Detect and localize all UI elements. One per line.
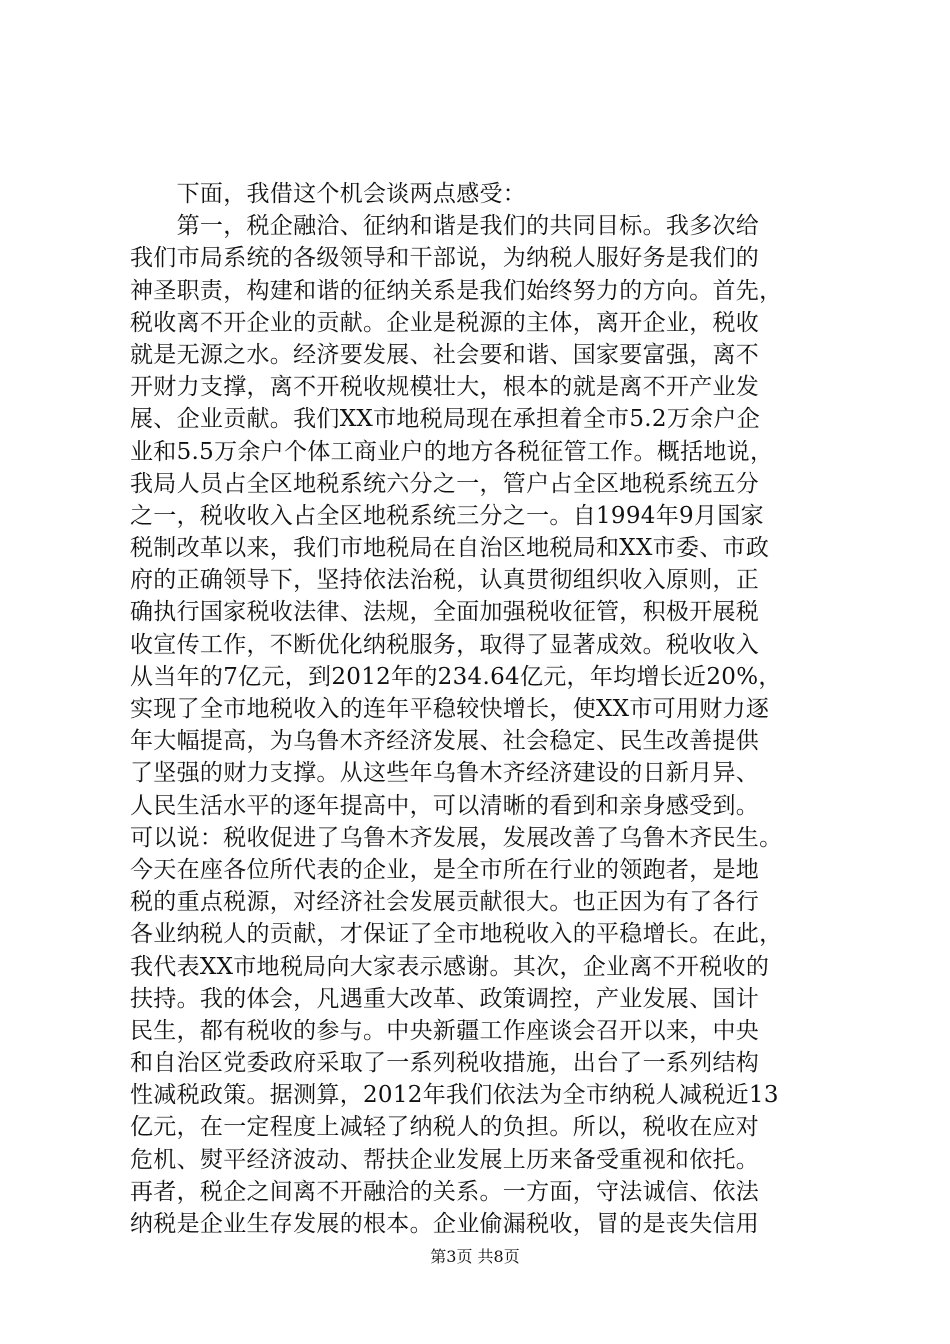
text-line: 府的正确领导下，坚持依法治税，认真贯彻组织收入原则，正 [130,567,760,594]
text-line: 人民生活水平的逐年提高中，可以清晰的看到和亲身感受到。 [130,792,760,819]
text-line: 下面，我借这个机会谈两点感受： [130,181,527,207]
text-line: 确执行国家税收法律、法规，全面加强税收征管，积极开展税 [130,599,760,626]
text-line: 再者，税企之间离不开融洽的关系。一方面，守法诚信、依法 [130,1178,760,1205]
body-text [130,178,830,1240]
text-line: 危机、熨平经济波动、帮扶企业发展上历来备受重视和依托。 [130,1146,760,1173]
text-line: 税制改革以来，我们市地税局在自治区地税局和XX市委、市政 [130,535,770,562]
text-line: 从当年的7亿元，到2012年的234.64亿元，年均增长近20%， [130,663,782,690]
text-line: 纳税是企业生存发展的根本。企业偷漏税收，冒的是丧失信用 [130,1211,760,1237]
text-line: 税收离不开企业的贡献。企业是税源的主体，离开企业，税收 [130,309,760,336]
text-line: 可以说：税收促进了乌鲁木齐发展，发展改善了乌鲁木齐民生。 [130,824,783,851]
text-line: 年大幅提高，为乌鲁木齐经济发展、社会稳定、民生改善提供 [130,728,760,755]
text-line: 实现了全市地税收入的连年平稳较快增长，使XX市可用财力逐 [130,696,770,722]
text-line: 开财力支撑，离不开税收规模壮大，根本的就是离不开产业发 [130,374,760,401]
text-line: 之一，税收收入占全区地税系统三分之一。自1994年9月国家 [130,502,764,529]
text-line: 我们市局系统的各级领导和干部说，为纳税人服好务是我们的 [130,245,760,272]
text-line: 了坚强的财力支撑。从这些年乌鲁木齐经济建设的日新月异、 [130,760,760,787]
text-line: 各业纳税人的贡献，才保证了全市地税收入的平稳增长。在此， [130,921,783,948]
text-line: 民生，都有税收的参与。中央新疆工作座谈会召开以来，中央 [130,1017,760,1044]
text-line: 展、企业贡献。我们XX市地税局现在承担着全市5.2万余户企 [130,406,761,433]
text-line: 我局人员占全区地税系统六分之一，管户占全区地税系统五分 [130,470,760,497]
text-line: 今天在座各位所代表的企业，是全市所在行业的领跑者，是地 [130,856,760,883]
text-line: 和自治区党委政府采取了一系列税收措施，出台了一系列结构 [130,1050,760,1077]
text-line: 我代表XX市地税局向大家表示感谢。其次，企业离不开税收的 [130,953,770,980]
text-line: 亿元，在一定程度上减轻了纳税人的负担。所以，税收在应对 [130,1114,760,1141]
text-line: 就是无源之水。经济要发展、社会要和谐、国家要富强，离不 [130,341,760,368]
text-line: 性减税政策。据测算，2012年我们依法为全市纳税人减税近13 [130,1082,779,1109]
text-line: 税的重点税源，对经济社会发展贡献很大。也正因为有了各行 [130,889,760,916]
page-footer: 第3页 共8页 [430,1247,520,1266]
text-line: 收宣传工作，不断优化纳税服务，取得了显著成效。税收收入 [130,631,760,658]
text-line: 扶持。我的体会，凡遇重大改革、政策调控，产业发展、国计 [130,985,760,1012]
text-line: 第一，税企融洽、征纳和谐是我们的共同目标。我多次给 [130,213,760,240]
text-line: 业和5.5万余户个体工商业户的地方各税征管工作。概括地说， [130,438,774,465]
text-line: 神圣职责，构建和谐的征纳关系是我们始终努力的方向。首先， [130,277,783,304]
